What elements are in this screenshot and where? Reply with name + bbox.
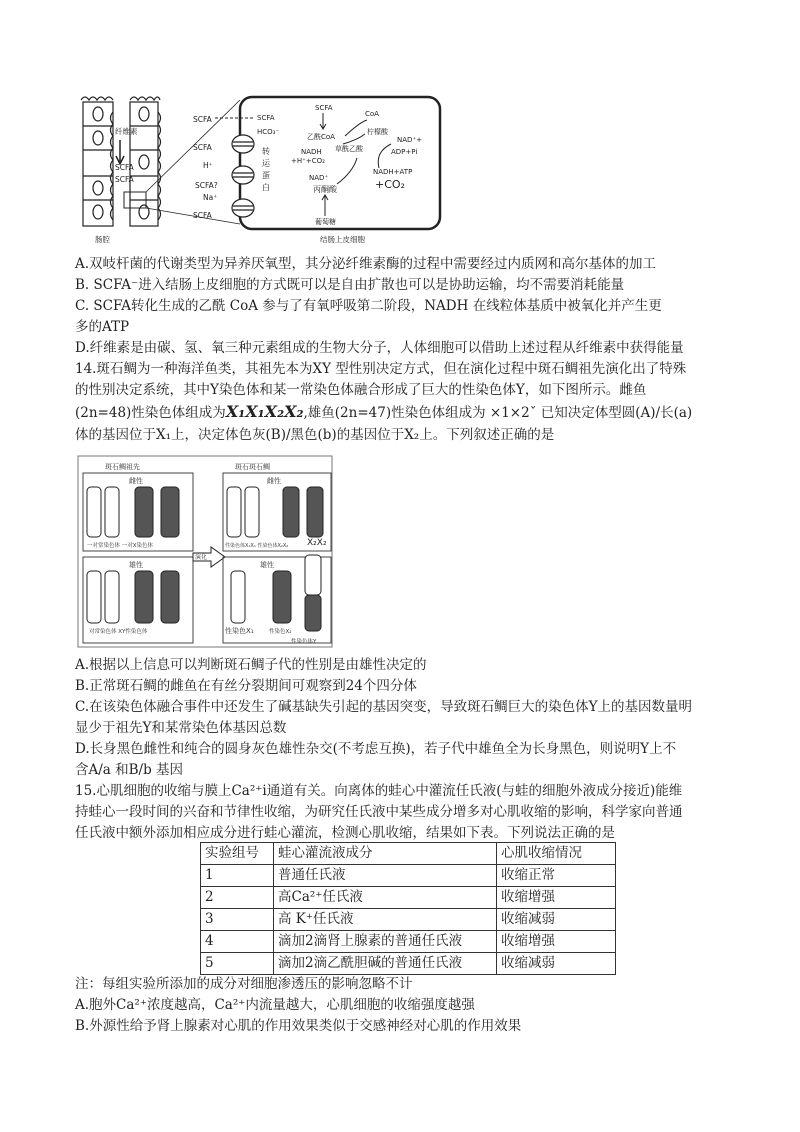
cell-label-nad: NAD⁺ [309,174,329,182]
label-cellulose: 纤维素 [115,127,138,136]
cell-label-transport-2: 运 [262,159,270,168]
fig2-left-title: 斑石鲷祖先 [105,463,140,471]
cell-label-hco3: HCO₃⁻ [257,128,280,136]
q14-option-b: B.正常斑石鲷的雌鱼在有丝分裂期间可观察到24个四分体 [75,678,417,694]
table-row [201,931,616,953]
cell-label-coa: CoA [365,110,379,118]
figure-scfa-metabolism [75,92,447,252]
mid-label-4: SCFA? [195,181,218,190]
q13-option-b: B. SCFA⁻进入结肠上皮细胞的方式既可以是自由扩散也可以是协助运输，均不需要消耗能量 [75,277,625,293]
cell-group: 3 [201,909,274,931]
fig2-cap-rt: 性染色体X₁X₁ 性染色体X₂X₂ [225,543,289,549]
fig2-cap-lt: 一对常染色体 一对X染色体 [87,543,154,549]
header-solution: 蛙心灌流液成分 [274,843,497,865]
q15-option-b: B.外源性给予肾上腺素对心肌的作用效果类似于交感神经对心肌的作用效果 [75,1018,522,1034]
cell-label-transport-3: 蛋 [262,171,270,180]
cell-label-scfa-top: SCFA [315,104,333,112]
cell-group: 1 [201,865,274,887]
fig2-arrow-label: 演化 [195,554,208,561]
mid-label-6: SCFA [193,211,212,220]
fig2-right-title: 斑石斑石鲷 [235,463,270,471]
cell-label-acetylcoa: 乙酰CoA [307,133,335,141]
cell-result: 收缩减弱 [497,909,616,931]
q14-stem-3c: ×1×2ˇ 已知决定体型圆(A)/长(a) [489,405,693,421]
q14-stem-3a: (2n=48)性染色体组成为 [75,405,226,421]
mid-label-5: Na⁺ [203,193,218,202]
cell-result: 收缩增强 [497,887,616,909]
table-row [201,953,616,975]
q14-option-c-1: C.在该染色体融合事件中还发生了碱基缺失引起的基因突变，导致斑石鲷巨大的染色体Y上的基因数量明 [75,699,693,715]
q13-option-a: A.双岐杆菌的代谢类型为异养厌氧型，其分泌纤维素酶的过程中需要经过内质网和高尔基体的加工 [75,256,657,272]
mid-label-1: SCFA [193,115,212,124]
cell-label-transport-4: 白 [262,183,270,192]
cell-label-glucose: 葡萄糖 [315,218,336,226]
cell-solution: 高Ca²⁺任氏液 [274,887,497,909]
table-header-row [201,843,616,865]
cell-solution: 普通任氏液 [274,865,497,887]
caption-intestinal-lumen: 肠腔 [95,235,110,244]
q15-table [200,842,616,975]
q13-option-c-1: C. SCFA转化生成的乙酰 CoA 参与了有氧呼吸第二阶段，NADH 在线粒体基质中被氧化并产生更 [75,298,662,314]
q14-stem-4: 体的基因位于X₁上，决定体色灰(B)/黑色(b)的基因位于X₂上。下列叙述正确的是 [75,427,555,443]
header-group: 实验组号 [201,843,274,865]
cell-label-citrate: 柠檬酸 [367,128,388,136]
cell-label-co2: +CO₂ [375,178,405,191]
q13-option-d: D.纤维素是由碳、氢、氧三种元素组成的生物大分子，人体细胞可以借助上述过程从纤维素中获得能量 [75,340,684,356]
intestine-columns [81,97,240,226]
mid-label-2: SCFA [193,143,212,152]
cell-label-nadh: NADH [301,148,322,156]
label-scfa-2: SCFA [115,175,134,184]
table-row [201,865,616,887]
q14-stem-3b: ,雄鱼(2n=47)性染色体组成为 [303,405,486,421]
fig2-anc-female: 雌性 [129,477,143,485]
fig2-desc-female: 雌性 [267,477,281,485]
q13-option-c-2: 多的ATP [75,319,130,335]
q14-option-d-1: D.长身黑色雌性和纯合的圆身灰色雄性杂交(不考虑互换)，若子代中雄鱼全为长身黑色，则说明Y上不 [75,741,677,757]
cell-group: 2 [201,887,274,909]
figure-chromosomes [75,453,335,650]
cell-label-h-co2: +H⁺+CO₂ [291,157,325,165]
cell-group: 5 [201,953,274,975]
fig2-anc-male: 雄性 [129,561,143,569]
table-row [201,909,616,931]
cell-label-nad-plus: NAD⁺+ [397,136,422,144]
q14-formula: X₁X₁X₂X₂ [225,402,304,421]
q15-stem-1: 15.心肌细胞的收缩与膜上Ca²⁺i通道有关。向离体的蛙心中灌流任氏液(与蛙的细胞外液成分接近)能维 [75,783,683,799]
q15-note: 注：每组实验所添加的成分对细胞渗透压的影响忽略不计 [75,976,413,992]
cell-result: 收缩增强 [497,931,616,953]
fig2-desc-male: 雄性 [260,561,274,569]
cell-solution: 滴加2滴肾上腺素的普通任氏液 [274,931,497,953]
q14-option-c-2: 显少于祖先Y和某常染色体基因总数 [75,720,287,736]
q14-option-d-2: 含A/a 和B/b 基因 [75,762,184,778]
cell-result: 收缩正常 [497,865,616,887]
cell-label-oxaloacetate: 草酰乙酸 [335,145,363,153]
label-scfa-1: SCFA [115,163,134,172]
fig2-x2x2: X₂X₂ [307,538,327,548]
cell-label-pyruvate: 丙酮酸 [313,185,337,194]
fig2-cap-lb: 对常染色体 XY性染色体 [89,629,148,635]
q14-stem-2: 的性别决定系统，其中Y染色体和某一常染色体融合形成了巨大的性染色体Y，如下图所示。雌鱼 [75,382,647,398]
cell-label-transport-1: 转 [262,147,270,156]
fig2-x2: 性染色X₂ [269,629,292,635]
q15-stem-2: 持蛙心一段时间的兴奋和节律性收缩，为研究任氏液中某些成分增多对心肌收缩的影响，科学家向普通 [75,804,683,820]
q14-stem-3 [75,402,692,423]
q14-stem-1: 14.斑石鲷为一种海洋鱼类，其祖先本为XY 型性别决定方式，但在演化过程中斑石鲷祖先演化出了特殊 [75,361,687,377]
cell-result: 收缩减弱 [497,953,616,975]
q14-option-a: A.根据以上信息可以判断斑石鲷子代的性别是由雄性决定的 [75,657,427,673]
fig2-x1: 性染色X₁ [225,627,254,635]
table-row [201,887,616,909]
q15-stem-3: 任氏液中额外添加相应成分进行蛙心灌流，检测心肌收缩，结果如下表。下列说法正确的是 [75,825,615,841]
cell-group: 4 [201,931,274,953]
caption-epithelial-cell: 结肠上皮细胞 [320,235,365,244]
down-arrow [116,140,124,164]
cell-solution: 高 K⁺任氏液 [274,909,497,931]
cell-label-adp-pi: ADP+Pi [391,148,418,156]
fig2-y: 性染色体Y [291,639,317,645]
q15-option-a: A.胞外Ca²⁺浓度越高，Ca²⁺内流量越大，心肌细胞的收缩强度越强 [75,997,475,1013]
cell-label-nadh-atp: NADH+ATP [373,168,413,176]
header-result: 心肌收缩情况 [497,843,616,865]
cell-label-scfa: SCFA [257,114,275,122]
cell-solution: 滴加2滴乙酰胆碱的普通任氏液 [274,953,497,975]
mid-label-3: H⁺ [203,161,213,170]
transporters [232,135,254,217]
